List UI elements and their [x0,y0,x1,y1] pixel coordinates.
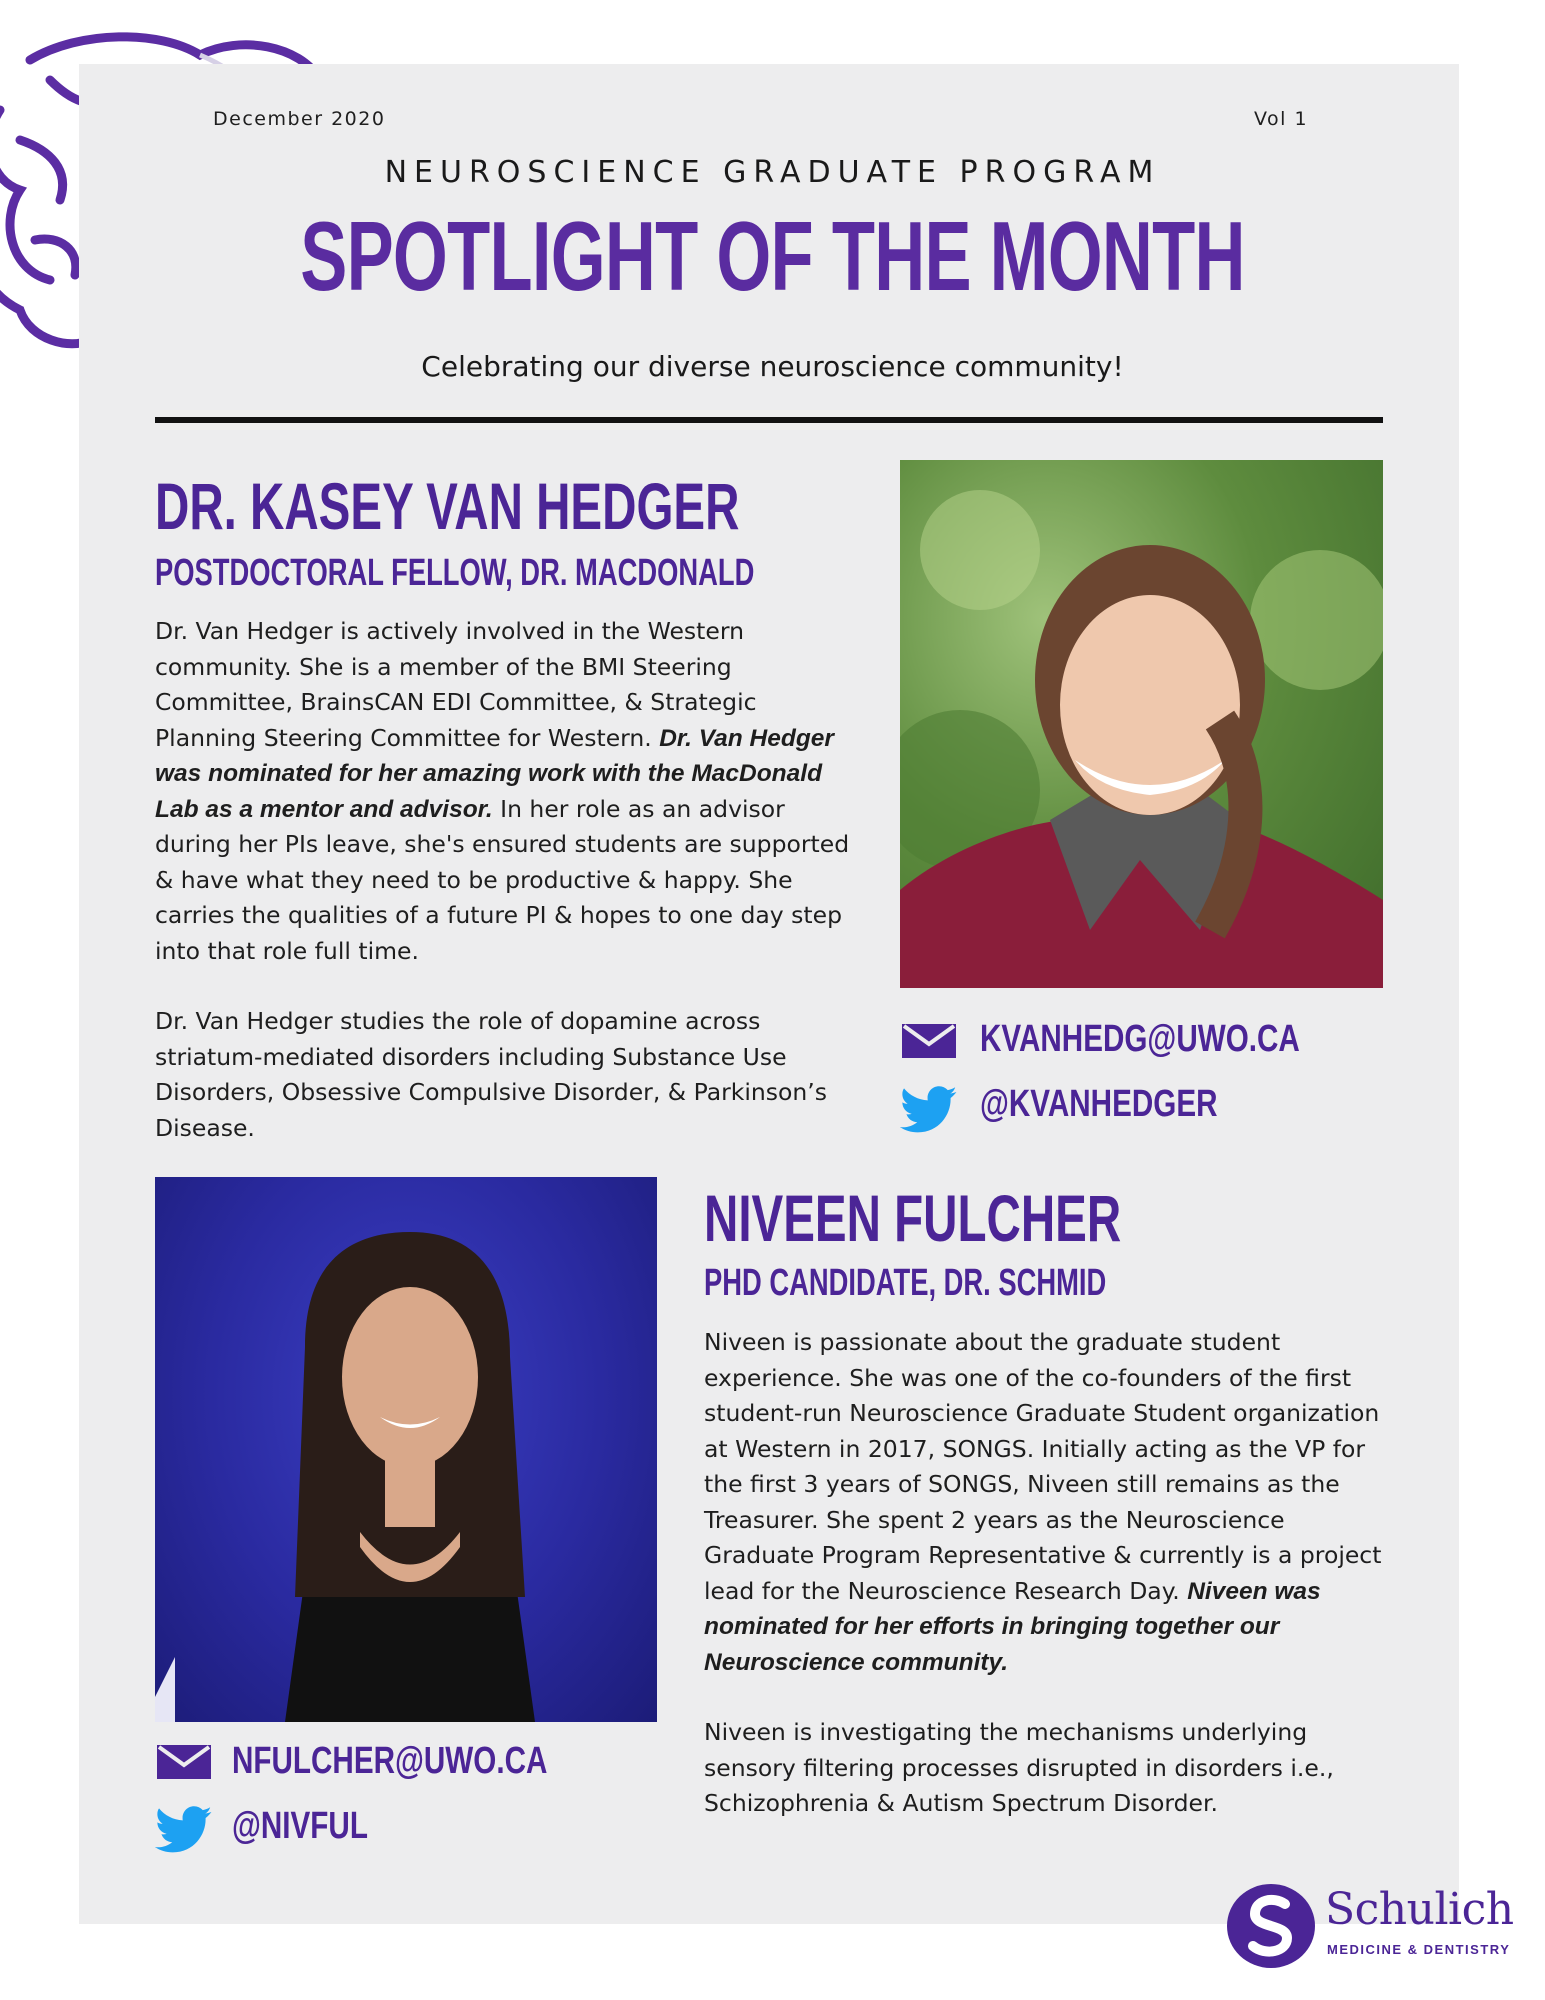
bio-research: Dr. Van Hedger studies the role of dopamine across striatum-mediated disorders including Substance Use Disorders, Obsessive Compulsive Disorder, & Parkinson’s Disease. [155,1007,828,1142]
twitter-icon [900,1086,958,1134]
page-title: SPOTLIGHT OF THE MONTH [300,201,1245,311]
email-link[interactable]: NFULCHER@UWO.CA [232,1740,548,1782]
bio-highlight: Niveen was nominated for her efforts in bringing together our Neuroscience community. [704,1577,1321,1676]
issue-volume: Vol 1 [1254,108,1309,130]
bio-text: In her role as an advisor during her PIs leave, she's ensured students are supported & have what they need to be productive & happy. She carries the qualities of a future PI & hopes to one day step into that role full time. [155,794,850,965]
twitter-handle[interactable]: @KVANHEDGER [980,1083,1218,1125]
schulich-s-icon [1225,1882,1317,1970]
program-title: NEUROSCIENCE GRADUATE PROGRAM [384,155,1161,190]
profile-name: DR. KASEY VAN HEDGER [155,469,740,543]
twitter-handle[interactable]: @NIVFUL [232,1805,368,1847]
profile-name: NIVEEN FULCHER [704,1181,1122,1255]
schulich-logo [1225,1882,1545,1972]
profile-role: POSTDOCTORAL FELLOW, DR. MACDONALD [155,552,755,594]
email-link[interactable]: KVANHEDG@UWO.CA [980,1018,1300,1060]
profile-bio [704,1325,1384,1857]
bio-highlight: Dr. Van Hedger was nominated for her amazing work with the MacDonald Lab as a mentor and advisor. [155,724,834,823]
twitter-icon [155,1806,213,1854]
bio-text: Niveen is passionate about the graduate student experience. She was one of the co-founders of the first student-run Neuroscience Graduate Student organization at Western in 2017, SONGS. Initially acting as the VP for the first 3 years of SONGS, Niveen still remains as the Treasurer. She spent 2 years as the Neuroscience Graduate Program Representative & currently is a project lead for the Neuroscience Research Day. [704,1328,1382,1605]
issue-date: December 2020 [213,108,386,130]
bio-research: Niveen is investigating the mechanisms underlying sensory filtering processes disrupted in disorders i.e., Schizophrenia & Autism Spectrum Disorder. [704,1718,1334,1817]
profile-bio [155,614,865,1181]
profile-photo [900,460,1383,988]
portrait-illustration [900,460,1383,988]
tagline: Celebrating our diverse neuroscience community! [421,350,1124,383]
divider [155,417,1383,423]
portrait-illustration [155,1177,657,1722]
profile-photo [155,1177,657,1722]
logo-name: Schulich [1325,1884,1514,1935]
logo-subtitle: MEDICINE & DENTISTRY [1327,1942,1511,1957]
mail-icon [155,1743,213,1781]
bio-text: Dr. Van Hedger is actively involved in the Western community. She is a member of the BMI Steering Committee, BrainsCAN EDI Committee, & Strategic Planning Steering Committee for Western. [155,617,757,752]
profile-role: PHD CANDIDATE, DR. SCHMID [704,1262,1107,1304]
mail-icon [900,1022,958,1060]
